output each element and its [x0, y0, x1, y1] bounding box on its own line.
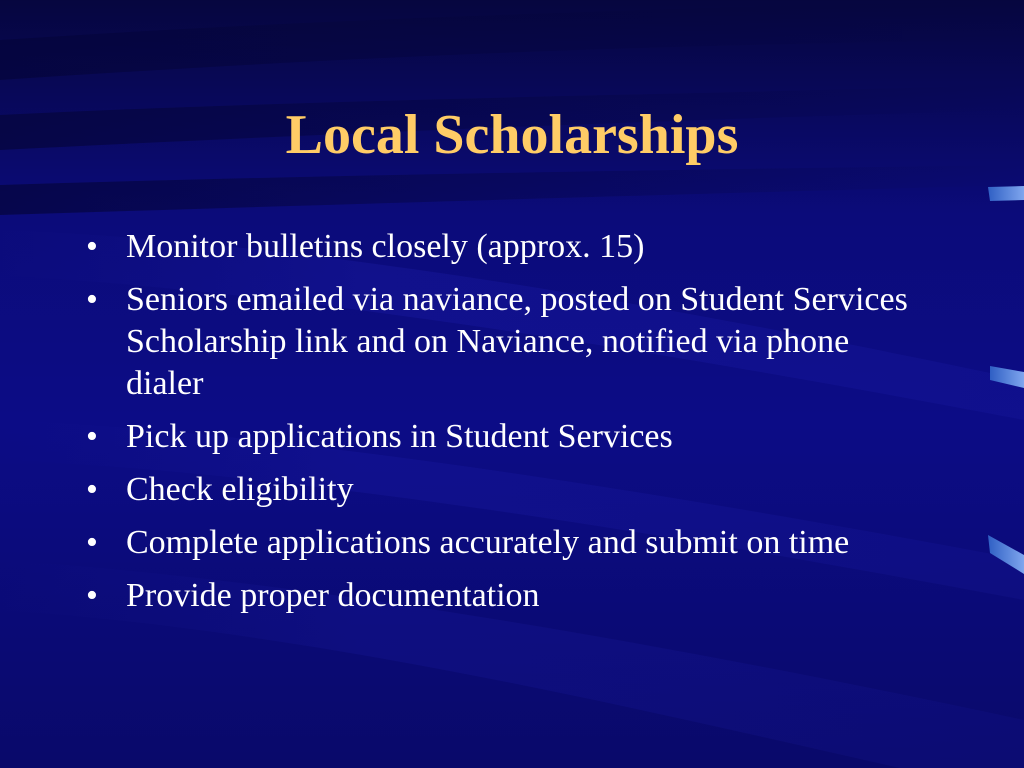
bullet-text: Provide proper documentation [126, 577, 540, 614]
bullet-item [86, 226, 926, 268]
bullet-text: Check eligibility [126, 471, 354, 508]
bullet-item [86, 522, 926, 564]
bullet-dot-icon: • [86, 418, 98, 455]
bullet-dot-icon: • [86, 228, 98, 265]
bullet-text: Complete applications accurately and submit on time [126, 524, 850, 561]
slide-title: Local Scholarships [285, 104, 739, 166]
bullet-dot-icon: • [86, 281, 98, 318]
bullet-dot-icon: • [86, 577, 98, 614]
bullet-dot-icon: • [86, 524, 98, 561]
bullet-list [86, 226, 926, 628]
swoosh-dark-3 [0, 165, 1024, 215]
swoosh-dark-1 [0, 0, 1024, 80]
bullet-text: Monitor bulletins closely (approx. 15) [126, 228, 645, 265]
bullet-item [86, 469, 926, 511]
bullet-text: Pick up applications in Student Services [126, 418, 673, 455]
bullet-text: Seniors emailed via naviance, posted on Student Services Scholarship link and on Naviance, notified via phone dialer [126, 281, 908, 402]
bullet-dot-icon: • [86, 471, 98, 508]
accent-mark-1 [988, 186, 1024, 201]
bullet-item [86, 416, 926, 458]
bullet-item [86, 279, 926, 405]
bullet-item [86, 575, 926, 617]
